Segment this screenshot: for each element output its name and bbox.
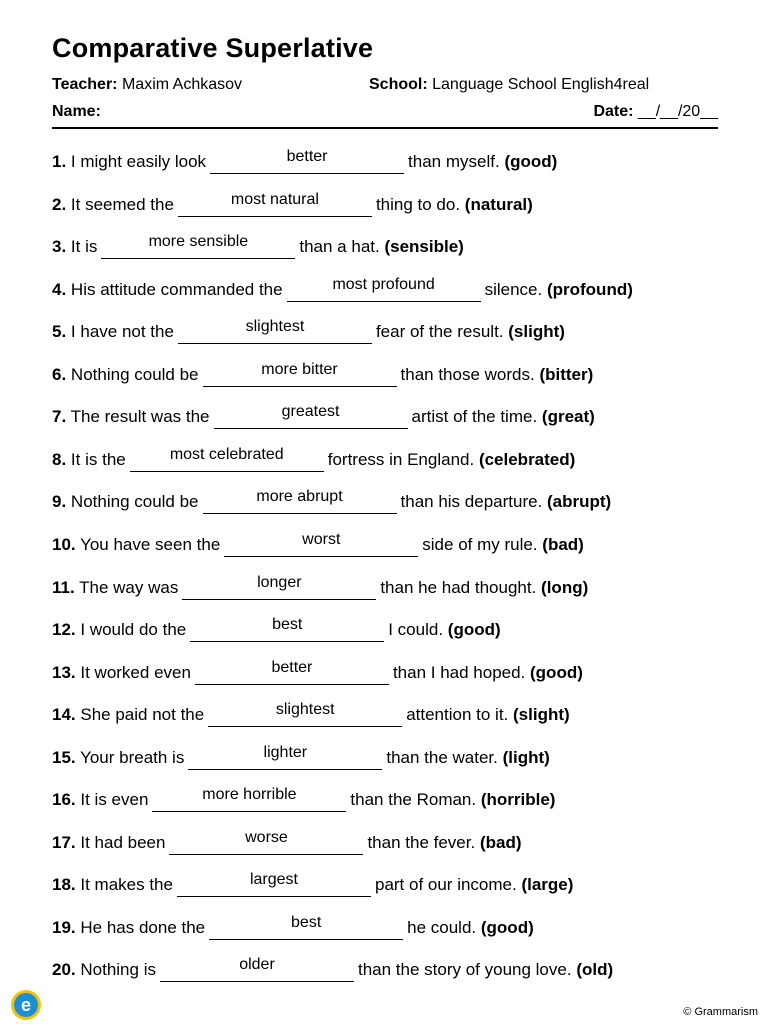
school-value: Language School English4real — [432, 76, 650, 93]
school-line — [369, 76, 649, 94]
question-hint: (celebrated) — [478, 449, 576, 469]
question-text-before: The way was — [79, 577, 179, 597]
question-hint: (good) — [447, 620, 501, 640]
answer-text: more bitter — [261, 360, 338, 378]
svg-text:e: e — [20, 995, 32, 1015]
answer-blank[interactable] — [203, 360, 397, 387]
question-text-before: She paid not the — [80, 705, 205, 725]
header-divider — [52, 127, 718, 129]
answer-blank[interactable] — [195, 658, 389, 685]
question-number: 2. — [52, 194, 67, 214]
answer-text: better — [271, 658, 313, 676]
answer-text: largest — [249, 871, 298, 889]
answer-text: slightest — [275, 701, 335, 719]
question-row — [52, 445, 576, 472]
answer-blank[interactable] — [208, 703, 402, 727]
question-row — [52, 618, 501, 642]
question-text-before: It is — [70, 237, 98, 257]
answer-blank[interactable] — [152, 788, 346, 812]
question-number: 14. — [52, 705, 76, 725]
question-number: 5. — [52, 322, 67, 342]
name-line — [52, 103, 101, 121]
question-hint: (horrible) — [480, 790, 556, 810]
answer-blank[interactable] — [210, 150, 404, 174]
question-text-before: His attitude commanded the — [70, 279, 283, 299]
question-row — [52, 913, 534, 940]
question-number: 4. — [52, 279, 67, 299]
question-text-after: than myself. — [408, 152, 500, 171]
question-number: 18. — [52, 875, 76, 895]
question-number: 17. — [52, 832, 76, 852]
question-text-before: Nothing is — [80, 960, 156, 980]
question-text-before: It seemed the — [70, 194, 174, 214]
question-text-before: It makes the — [80, 875, 173, 895]
question-hint: (light) — [502, 747, 550, 767]
question-hint: (old) — [576, 960, 614, 980]
answer-blank[interactable] — [101, 235, 295, 259]
answer-blank[interactable] — [287, 275, 481, 302]
question-text-after: fear of the result. — [375, 322, 504, 342]
question-number: 12. — [52, 620, 76, 640]
copyright-text: © Grammarism — [683, 1006, 758, 1018]
answer-text: most celebrated — [169, 445, 284, 463]
answer-text: best — [272, 616, 303, 634]
question-number: 8. — [52, 449, 67, 469]
date-label: Date: — [593, 103, 634, 120]
question-number: 16. — [52, 790, 76, 810]
teacher-value: Maxim Achkasov — [121, 76, 243, 93]
answer-text: lighter — [263, 743, 308, 761]
question-text-after: than the fever. — [367, 832, 476, 852]
question-hint: (profound) — [546, 279, 633, 299]
question-hint: (good) — [530, 662, 583, 682]
question-row — [52, 788, 555, 812]
question-text-before: The result was the — [70, 407, 210, 427]
question-text-after: than I had hoped. — [392, 662, 526, 682]
question-row — [52, 235, 464, 259]
answer-blank[interactable] — [160, 958, 354, 982]
answer-text: greatest — [281, 403, 340, 421]
answer-blank[interactable] — [182, 573, 376, 600]
answer-text: more abrupt — [256, 488, 343, 506]
question-text-after: silence. — [484, 279, 543, 299]
question-text-after: than his departure. — [400, 492, 543, 512]
question-row — [52, 743, 550, 770]
question-text-after: I could. — [388, 620, 444, 640]
question-text-after: attention to it. — [406, 705, 509, 725]
question-number: 15. — [52, 747, 76, 767]
question-text-before: I have not the — [70, 322, 174, 342]
question-number: 3. — [52, 237, 67, 257]
answer-blank[interactable] — [169, 828, 363, 855]
question-text-after: thing to do. — [375, 194, 461, 214]
question-number: 1. — [52, 152, 67, 171]
answer-text: worst — [302, 530, 341, 548]
question-text-before: It is the — [70, 449, 126, 469]
question-text-after: than he had thought. — [380, 577, 537, 597]
question-number: 19. — [52, 917, 76, 937]
question-number: 9. — [52, 492, 67, 512]
question-text-before: It worked even — [80, 662, 191, 682]
question-hint: (long) — [541, 577, 589, 597]
question-text-after: than the Roman. — [350, 790, 477, 810]
answer-text: worse — [245, 828, 288, 846]
question-hint: (slight) — [508, 322, 565, 342]
grammarism-logo-icon — [10, 989, 42, 1021]
answer-text: more sensible — [148, 233, 249, 251]
question-hint: (large) — [521, 875, 574, 895]
answer-text: more horrible — [202, 786, 297, 804]
question-text-after: than the water. — [386, 747, 498, 767]
question-number: 10. — [52, 534, 76, 554]
question-hint: (bitter) — [539, 364, 594, 384]
answer-blank[interactable] — [203, 490, 397, 514]
date-line — [593, 103, 718, 121]
question-number: 20. — [52, 960, 76, 980]
answer-text: best — [291, 913, 322, 931]
question-text-before: I might easily look — [70, 152, 207, 171]
answer-text: slightest — [245, 318, 305, 336]
question-number: 6. — [52, 364, 67, 384]
question-text-after: than those words. — [400, 364, 535, 384]
question-number: 13. — [52, 662, 76, 682]
answer-text: better — [286, 148, 328, 165]
question-number: 11. — [52, 577, 75, 597]
question-text-before: It had been — [80, 832, 166, 852]
question-text-after: side of my rule. — [422, 534, 538, 554]
page-title: Comparative Superlative — [52, 33, 374, 63]
question-hint: (great) — [541, 407, 595, 427]
question-hint: (sensible) — [384, 237, 464, 257]
question-text-after: he could. — [407, 917, 477, 937]
answer-blank[interactable] — [177, 873, 371, 897]
question-text-after: fortress in England. — [327, 449, 475, 469]
answer-blank[interactable] — [178, 190, 372, 217]
answer-text: most profound — [332, 275, 435, 293]
answer-text: longer — [257, 573, 302, 591]
answer-blank[interactable] — [190, 618, 384, 642]
question-row — [52, 530, 584, 557]
answer-blank[interactable] — [178, 320, 372, 344]
question-hint: (good) — [504, 152, 558, 171]
name-label: Name: — [52, 103, 101, 120]
question-row — [52, 828, 522, 855]
question-number: 7. — [52, 407, 67, 427]
question-row — [52, 703, 570, 727]
question-row — [52, 275, 633, 302]
question-hint: (bad) — [479, 832, 522, 852]
question-text-before: I would do the — [80, 620, 187, 640]
question-text-after: than the story of young love. — [357, 960, 572, 980]
question-row — [52, 150, 557, 174]
teacher-label: Teacher: — [52, 76, 118, 93]
question-row — [52, 573, 589, 600]
question-row — [52, 360, 594, 387]
question-row — [52, 958, 613, 982]
question-row — [52, 490, 611, 514]
question-hint: (bad) — [542, 534, 584, 554]
teacher-line — [52, 76, 242, 94]
answer-blank[interactable] — [188, 743, 382, 770]
school-label: School: — [369, 76, 428, 93]
answer-blank[interactable] — [224, 530, 418, 557]
question-hint: (abrupt) — [547, 492, 612, 512]
question-text-before: You have seen the — [80, 534, 221, 554]
answer-blank[interactable] — [209, 913, 403, 940]
question-text-before: Your breath is — [80, 747, 185, 767]
question-text-after: part of our income. — [374, 875, 517, 895]
answer-blank[interactable] — [214, 405, 408, 429]
date-value: __/__/20__ — [637, 103, 718, 120]
question-row — [52, 658, 583, 685]
question-text-after: than a hat. — [299, 237, 380, 257]
question-text-before: It is even — [80, 790, 149, 810]
question-text-before: Nothing could be — [70, 492, 199, 512]
question-text-after: artist of the time. — [411, 407, 538, 427]
question-hint: (good) — [480, 917, 534, 937]
question-row — [52, 320, 565, 344]
answer-blank[interactable] — [130, 445, 324, 472]
answer-text: older — [239, 956, 275, 974]
answer-text: most natural — [230, 190, 319, 208]
question-text-before: He has done the — [80, 917, 206, 937]
question-hint: (natural) — [464, 194, 533, 214]
question-row — [52, 405, 595, 429]
question-row — [52, 873, 573, 897]
question-row — [52, 190, 533, 217]
question-hint: (slight) — [513, 705, 570, 725]
question-text-before: Nothing could be — [70, 364, 199, 384]
